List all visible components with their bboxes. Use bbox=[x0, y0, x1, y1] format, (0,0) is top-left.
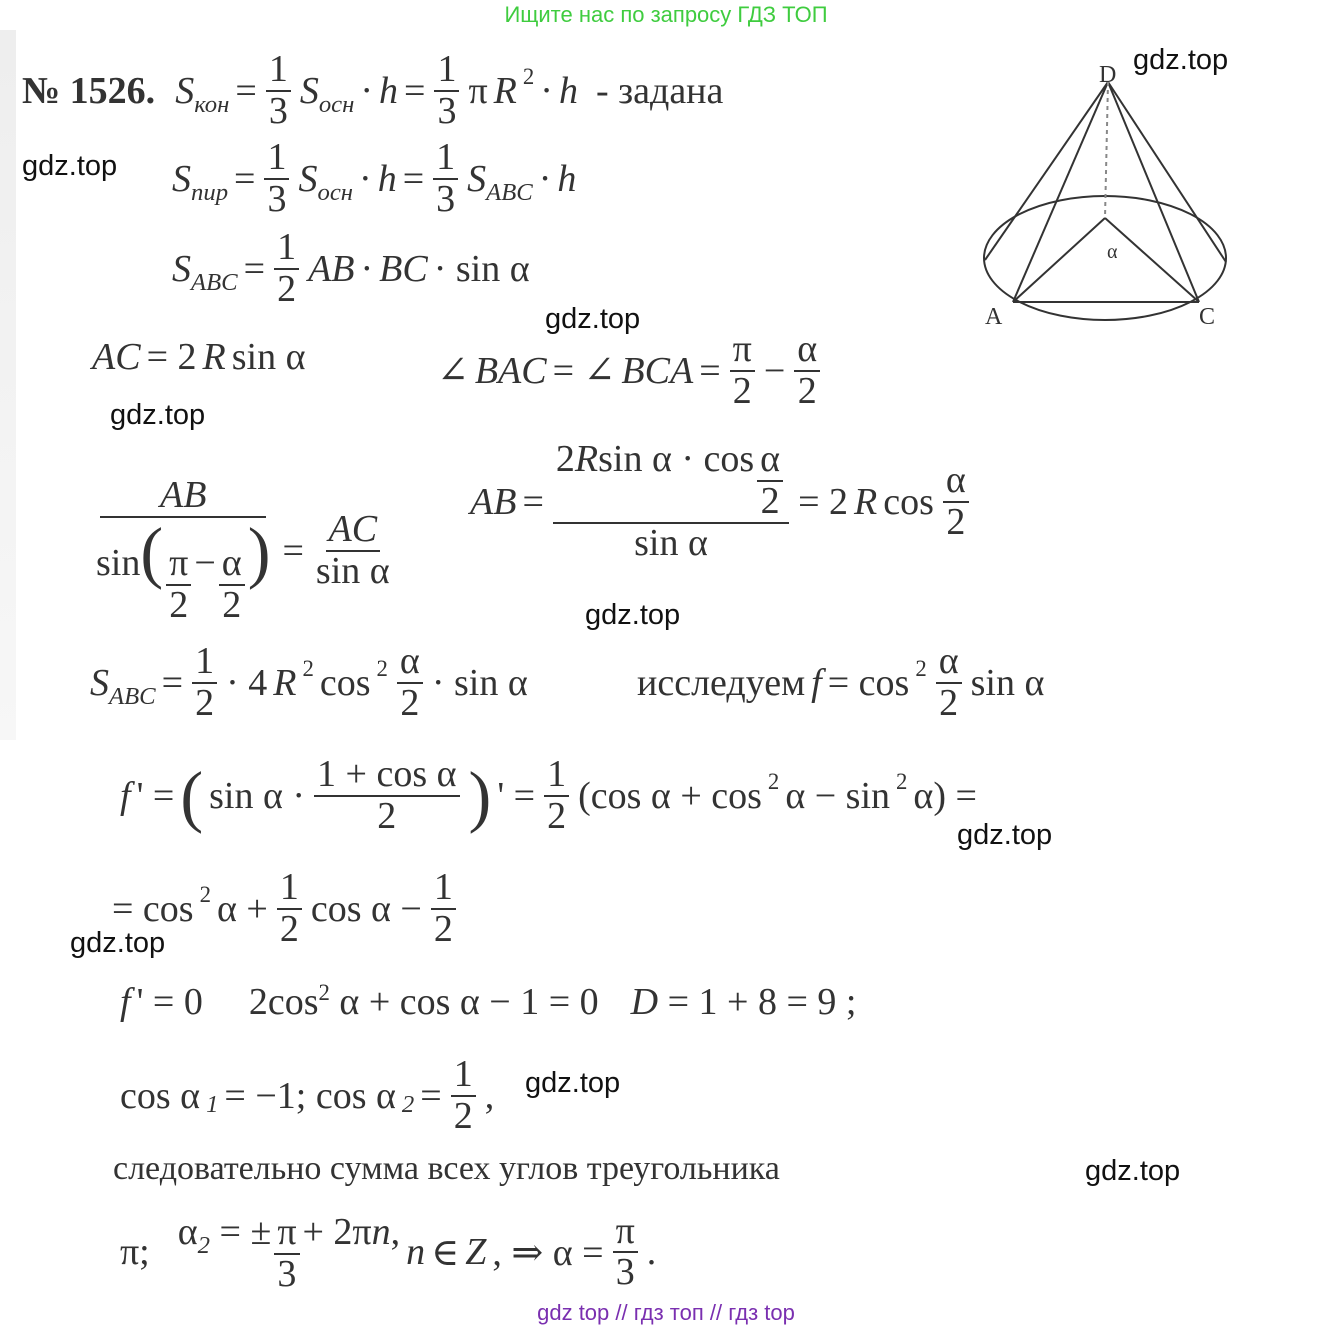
formula-law-of-sines: AB sin( $\frac{\pi}{2}$ − $\frac{\alpha}{2}$ ) = $\frac{AC}{\text{sin α}}$ bbox=[96, 474, 390, 626]
formula-equation: f ' = 0 $2\cos^2$ α + cos α − 1 = 0 D = 1 + 8 = 9 ; bbox=[120, 980, 857, 1023]
formula-derivative: f ' = ( sin α · $\frac{\text{1 + cos α}}{2}$ ) ' = $\frac{1}{2}$ (cos α + cos 2 α − sin 2 α) = bbox=[120, 753, 977, 837]
formula-angles: ∠ BAC = ∠ BCA = $\frac{\pi}{2}$ − $\frac{\alpha}{2}$ bbox=[437, 330, 823, 412]
watermark: gdz.top bbox=[525, 1067, 621, 1099]
triangle-bc bbox=[1105, 218, 1199, 302]
formula-cone-volume: № 1526. $S_{кон}$ = $\frac{1}{3}$ $S_{осн}$ · h = $\frac{1}{3}$ π R 2 · h - задана bbox=[22, 48, 724, 132]
cone-height bbox=[1105, 82, 1108, 218]
formula-roots: cos α 1 = −1; cos α 2 = $\frac{1}{2}$ , bbox=[120, 1053, 495, 1137]
edge-dc bbox=[1108, 82, 1199, 302]
triangle-ab bbox=[1013, 218, 1105, 302]
watermark: gdz.top bbox=[1085, 1155, 1181, 1187]
watermark: gdz.top bbox=[585, 599, 681, 631]
investigate-label: исследуем bbox=[637, 661, 806, 704]
footer-links[interactable]: gdz top // гдз топ // гдз top bbox=[537, 1300, 795, 1325]
formula-investigate: исследуем f = cos 2 $\frac{\alpha}{2}$ sin α bbox=[637, 640, 1045, 724]
watermark: gdz.top bbox=[1133, 44, 1229, 76]
watermark: gdz.top bbox=[110, 399, 206, 431]
angle-label-alpha: α bbox=[1107, 241, 1118, 263]
formula-area-result: $S_{ABC}$ = $\frac{1}{2}$ · 4 R 2 cos 2 $\frac{\alpha}{2}$ · sin α bbox=[90, 640, 528, 724]
vertex-label-a: A bbox=[985, 304, 1003, 330]
vertex-label-c: C bbox=[1199, 304, 1216, 330]
given-label: - задана bbox=[595, 69, 724, 112]
edge-da bbox=[1013, 82, 1108, 302]
formula-ab: AB = 2Rsin α · cos $\frac{\alpha}{2}$ sin α = 2 R cos $\frac{\alpha}{2}$ bbox=[470, 440, 972, 564]
conclusion-text: следовательно сумма всех углов треугольника bbox=[113, 1150, 780, 1187]
formula-final: π; $\alpha_2$ = ± $\frac{\pi}{3}$ + 2πn, n ∈ Z , ⇒ α = $\frac{\pi}{3}$ . bbox=[120, 1209, 657, 1295]
watermark: gdz.top bbox=[957, 819, 1053, 851]
watermark: gdz.top bbox=[22, 150, 118, 182]
cone-edge-right bbox=[1108, 82, 1226, 262]
formula-derivative-simplified: = cos 2 α + $\frac{1}{2}$ cos α − $\frac{1}{2}$ bbox=[112, 868, 459, 950]
top-banner[interactable]: Ищите нас по запросу ГДЗ ТОП bbox=[504, 2, 828, 27]
formula-ac: AC = 2 R sin α bbox=[92, 336, 306, 378]
vertex-label-d: D bbox=[1099, 62, 1117, 88]
scan-edge-shade bbox=[0, 30, 16, 740]
watermark: gdz.top bbox=[70, 927, 166, 959]
formula-pyramid-volume: $S_{пир}$ = $\frac{1}{3}$ $S_{осн}$ · h = $\frac{1}{3}$ $S_{ABC}$ · h bbox=[172, 136, 577, 220]
cone-figure bbox=[975, 60, 1235, 330]
formula-triangle-area: $S_{ABC}$ = $\frac{1}{2}$ AB · BC · sin α bbox=[172, 226, 530, 310]
watermark: gdz.top bbox=[545, 303, 641, 335]
problem-number: № 1526. bbox=[22, 69, 156, 112]
